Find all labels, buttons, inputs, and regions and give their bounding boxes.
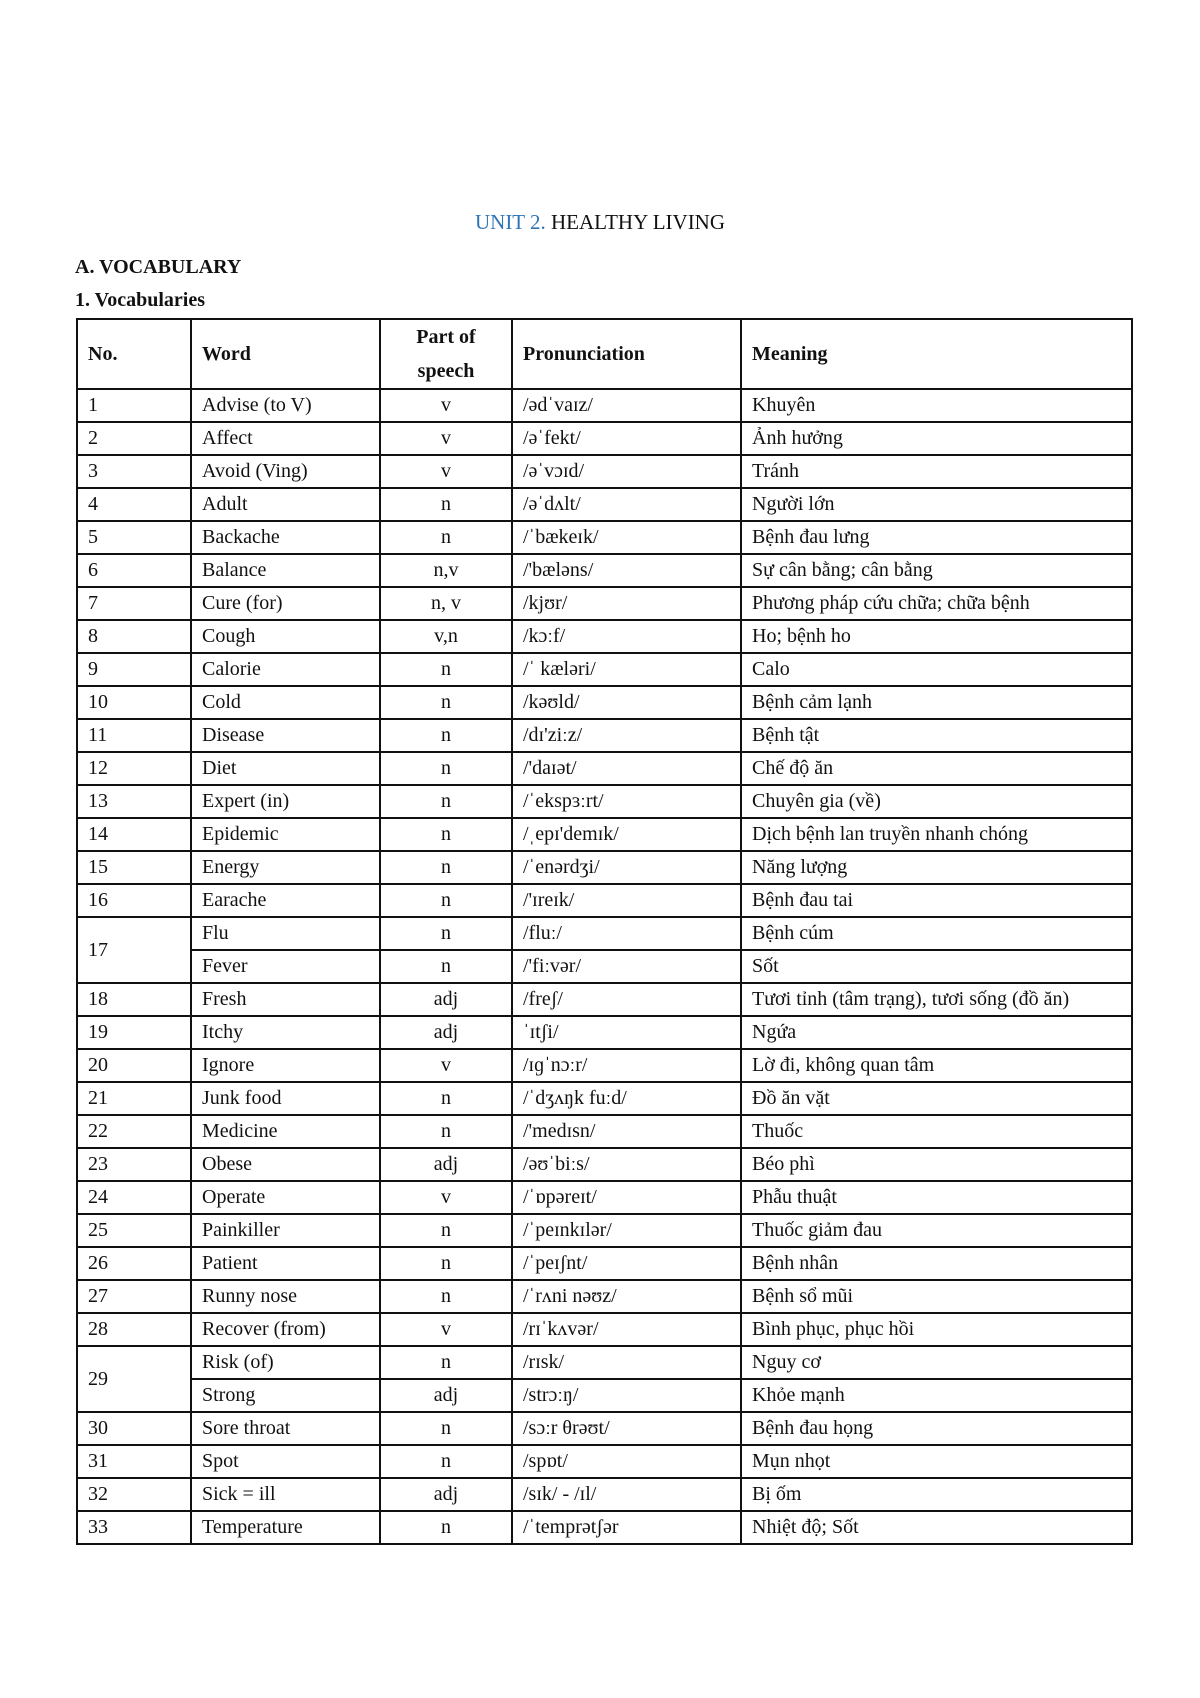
cell-pronunciation: /freʃ/ xyxy=(512,983,741,1016)
table-row xyxy=(77,1214,1132,1247)
cell-pronunciation: /sɔːr θrəʊt/ xyxy=(512,1412,741,1445)
table-row xyxy=(77,1115,1132,1148)
cell-word: Fresh xyxy=(191,983,380,1016)
cell-no: 33 xyxy=(77,1511,191,1544)
cell-word: Medicine xyxy=(191,1115,380,1148)
cell-meaning: Tránh xyxy=(741,455,1132,488)
cell-part-of-speech: n,v xyxy=(380,554,512,587)
table-row xyxy=(77,1280,1132,1313)
cell-meaning: Tươi tỉnh (tâm trạng), tươi sống (đồ ăn) xyxy=(741,983,1132,1016)
cell-meaning: Bệnh đau lưng xyxy=(741,521,1132,554)
cell-pronunciation: ˈɪtʃi/ xyxy=(512,1016,741,1049)
cell-part-of-speech: n xyxy=(380,488,512,521)
cell-pronunciation: /ˈenərdʒi/ xyxy=(512,851,741,884)
cell-word: Avoid (Ving) xyxy=(191,455,380,488)
cell-part-of-speech: n xyxy=(380,1445,512,1478)
cell-part-of-speech: adj xyxy=(380,1379,512,1412)
cell-meaning: Người lớn xyxy=(741,488,1132,521)
cell-no: 17 xyxy=(77,917,191,983)
section-heading-vocabulary: A. VOCABULARY xyxy=(75,256,242,278)
cell-word: Affect xyxy=(191,422,380,455)
table-row xyxy=(77,1412,1132,1445)
cell-pronunciation: /rɪˈkʌvər/ xyxy=(512,1313,741,1346)
cell-pronunciation: /ˈpeɪʃnt/ xyxy=(512,1247,741,1280)
cell-meaning: Bệnh sổ mũi xyxy=(741,1280,1132,1313)
cell-pronunciation: /spɒt/ xyxy=(512,1445,741,1478)
cell-word: Operate xyxy=(191,1181,380,1214)
table-row xyxy=(77,1511,1132,1544)
cell-meaning: Bệnh đau họng xyxy=(741,1412,1132,1445)
cell-word: Patient xyxy=(191,1247,380,1280)
cell-pronunciation: /ˈ kæləri/ xyxy=(512,653,741,686)
cell-meaning: Bình phục, phục hồi xyxy=(741,1313,1132,1346)
cell-part-of-speech: n xyxy=(380,1412,512,1445)
cell-pronunciation: /dɪ'ziːz/ xyxy=(512,719,741,752)
cell-part-of-speech: n xyxy=(380,752,512,785)
table-row xyxy=(77,620,1132,653)
cell-meaning: Chế độ ăn xyxy=(741,752,1132,785)
cell-part-of-speech: n, v xyxy=(380,587,512,620)
cell-pronunciation: /rɪsk/ xyxy=(512,1346,741,1379)
cell-pronunciation: /'ɪreɪk/ xyxy=(512,884,741,917)
cell-pronunciation: /əˈvɔɪd/ xyxy=(512,455,741,488)
cell-meaning: Sốt xyxy=(741,950,1132,983)
cell-meaning: Phẫu thuật xyxy=(741,1181,1132,1214)
cell-no: 7 xyxy=(77,587,191,620)
cell-meaning: Phương pháp cứu chữa; chữa bệnh xyxy=(741,587,1132,620)
cell-no: 25 xyxy=(77,1214,191,1247)
cell-no: 14 xyxy=(77,818,191,851)
table-row xyxy=(77,587,1132,620)
table-row xyxy=(77,488,1132,521)
cell-no: 26 xyxy=(77,1247,191,1280)
cell-part-of-speech: v xyxy=(380,389,512,422)
table-row xyxy=(77,422,1132,455)
cell-part-of-speech: n xyxy=(380,1214,512,1247)
cell-meaning: Mụn nhọt xyxy=(741,1445,1132,1478)
cell-word: Sore throat xyxy=(191,1412,380,1445)
header-pronunciation: Pronunciation xyxy=(512,319,741,389)
cell-part-of-speech: v xyxy=(380,1049,512,1082)
cell-part-of-speech: n xyxy=(380,1511,512,1544)
cell-word: Obese xyxy=(191,1148,380,1181)
table-row xyxy=(77,1478,1132,1511)
cell-pronunciation: /ədˈvaɪz/ xyxy=(512,389,741,422)
cell-part-of-speech: adj xyxy=(380,1148,512,1181)
cell-no: 12 xyxy=(77,752,191,785)
cell-word: Calorie xyxy=(191,653,380,686)
cell-no: 4 xyxy=(77,488,191,521)
cell-part-of-speech: n xyxy=(380,785,512,818)
cell-word: Sick = ill xyxy=(191,1478,380,1511)
cell-word: Cough xyxy=(191,620,380,653)
cell-part-of-speech: n xyxy=(380,818,512,851)
cell-no: 13 xyxy=(77,785,191,818)
cell-meaning: Đồ ăn vặt xyxy=(741,1082,1132,1115)
cell-word: Energy xyxy=(191,851,380,884)
cell-word: Disease xyxy=(191,719,380,752)
cell-part-of-speech: v,n xyxy=(380,620,512,653)
cell-word: Ignore xyxy=(191,1049,380,1082)
cell-meaning: Bị ốm xyxy=(741,1478,1132,1511)
cell-pronunciation: /'fiːvər/ xyxy=(512,950,741,983)
cell-no: 29 xyxy=(77,1346,191,1412)
unit-number: UNIT 2. xyxy=(474,210,546,234)
subsection-heading-vocabularies: 1. Vocabularies xyxy=(75,289,206,311)
cell-meaning: Khỏe mạnh xyxy=(741,1379,1132,1412)
table-row xyxy=(77,686,1132,719)
table-body xyxy=(77,389,1132,1544)
cell-pronunciation: /ˌepɪ'demɪk/ xyxy=(512,818,741,851)
cell-meaning: Calo xyxy=(741,653,1132,686)
cell-no: 22 xyxy=(77,1115,191,1148)
cell-word: Balance xyxy=(191,554,380,587)
cell-pronunciation: /'medɪsn/ xyxy=(512,1115,741,1148)
table-row xyxy=(77,1346,1132,1379)
cell-word: Backache xyxy=(191,521,380,554)
page-title xyxy=(0,210,1200,235)
cell-meaning: Chuyên gia (về) xyxy=(741,785,1132,818)
cell-word: Runny nose xyxy=(191,1280,380,1313)
cell-part-of-speech: v xyxy=(380,1313,512,1346)
cell-no: 30 xyxy=(77,1412,191,1445)
cell-meaning: Béo phì xyxy=(741,1148,1132,1181)
cell-part-of-speech: n xyxy=(380,653,512,686)
cell-word: Earache xyxy=(191,884,380,917)
cell-part-of-speech: n xyxy=(380,1346,512,1379)
unit-name: HEALTHY LIVING xyxy=(551,210,726,234)
cell-part-of-speech: adj xyxy=(380,1478,512,1511)
cell-no: 21 xyxy=(77,1082,191,1115)
cell-no: 28 xyxy=(77,1313,191,1346)
cell-meaning: Lờ đi, không quan tâm xyxy=(741,1049,1132,1082)
table-row xyxy=(77,653,1132,686)
cell-part-of-speech: n xyxy=(380,917,512,950)
table-row xyxy=(77,1181,1132,1214)
cell-no: 2 xyxy=(77,422,191,455)
cell-word: Risk (of) xyxy=(191,1346,380,1379)
table-row xyxy=(77,785,1132,818)
cell-part-of-speech: v xyxy=(380,1181,512,1214)
cell-pronunciation: /'bæləns/ xyxy=(512,554,741,587)
cell-pronunciation: /strɔːŋ/ xyxy=(512,1379,741,1412)
cell-no: 20 xyxy=(77,1049,191,1082)
table-header-row xyxy=(77,319,1132,389)
table-row xyxy=(77,884,1132,917)
cell-word: Junk food xyxy=(191,1082,380,1115)
cell-part-of-speech: n xyxy=(380,521,512,554)
cell-word: Fever xyxy=(191,950,380,983)
cell-no: 8 xyxy=(77,620,191,653)
cell-pronunciation: /ˈdʒʌŋk fuːd/ xyxy=(512,1082,741,1115)
cell-part-of-speech: n xyxy=(380,1280,512,1313)
cell-word: Epidemic xyxy=(191,818,380,851)
cell-word: Cure (for) xyxy=(191,587,380,620)
table-row xyxy=(77,752,1132,785)
cell-pronunciation: /əˈdʌlt/ xyxy=(512,488,741,521)
cell-no: 11 xyxy=(77,719,191,752)
cell-meaning: Bệnh nhân xyxy=(741,1247,1132,1280)
cell-meaning: Thuốc xyxy=(741,1115,1132,1148)
cell-word: Diet xyxy=(191,752,380,785)
cell-part-of-speech: n xyxy=(380,1082,512,1115)
table-row xyxy=(77,818,1132,851)
cell-no: 16 xyxy=(77,884,191,917)
table-row xyxy=(77,719,1132,752)
header-word: Word xyxy=(191,319,380,389)
table-row xyxy=(77,983,1132,1016)
cell-meaning: Nhiệt độ; Sốt xyxy=(741,1511,1132,1544)
cell-part-of-speech: v xyxy=(380,455,512,488)
cell-no: 15 xyxy=(77,851,191,884)
cell-pronunciation: /'daɪət/ xyxy=(512,752,741,785)
cell-word: Cold xyxy=(191,686,380,719)
cell-part-of-speech: v xyxy=(380,422,512,455)
cell-word: Flu xyxy=(191,917,380,950)
cell-pronunciation: /kɔːf/ xyxy=(512,620,741,653)
table-row xyxy=(77,1445,1132,1478)
cell-pronunciation: /ˈekspɜːrt/ xyxy=(512,785,741,818)
cell-pronunciation: /sɪk/ - /ɪl/ xyxy=(512,1478,741,1511)
cell-part-of-speech: n xyxy=(380,884,512,917)
cell-word: Adult xyxy=(191,488,380,521)
cell-pronunciation: /ˈrʌni nəʊz/ xyxy=(512,1280,741,1313)
cell-pronunciation: /əʊˈbiːs/ xyxy=(512,1148,741,1181)
table-row xyxy=(77,389,1132,422)
cell-word: Itchy xyxy=(191,1016,380,1049)
cell-part-of-speech: n xyxy=(380,950,512,983)
cell-no: 31 xyxy=(77,1445,191,1478)
cell-no: 23 xyxy=(77,1148,191,1181)
table-row xyxy=(77,1313,1132,1346)
cell-meaning: Thuốc giảm đau xyxy=(741,1214,1132,1247)
cell-pronunciation: /kəʊld/ xyxy=(512,686,741,719)
cell-pronunciation: /ˈpeɪnkɪlər/ xyxy=(512,1214,741,1247)
cell-meaning: Bệnh tật xyxy=(741,719,1132,752)
table-row xyxy=(77,917,1132,950)
cell-meaning: Khuyên xyxy=(741,389,1132,422)
cell-word: Advise (to V) xyxy=(191,389,380,422)
cell-no: 5 xyxy=(77,521,191,554)
cell-part-of-speech: adj xyxy=(380,1016,512,1049)
cell-meaning: Ho; bệnh ho xyxy=(741,620,1132,653)
cell-meaning: Ngứa xyxy=(741,1016,1132,1049)
table-row xyxy=(77,1247,1132,1280)
table-row xyxy=(77,554,1132,587)
header-meaning: Meaning xyxy=(741,319,1132,389)
cell-no: 32 xyxy=(77,1478,191,1511)
table-row xyxy=(77,851,1132,884)
cell-no: 24 xyxy=(77,1181,191,1214)
cell-part-of-speech: n xyxy=(380,1247,512,1280)
cell-word: Strong xyxy=(191,1379,380,1412)
cell-pronunciation: /ˈtemprətʃər xyxy=(512,1511,741,1544)
cell-pronunciation: /əˈfekt/ xyxy=(512,422,741,455)
cell-no: 27 xyxy=(77,1280,191,1313)
cell-no: 18 xyxy=(77,983,191,1016)
cell-part-of-speech: n xyxy=(380,686,512,719)
cell-pronunciation: /ɪɡˈnɔːr/ xyxy=(512,1049,741,1082)
cell-no: 6 xyxy=(77,554,191,587)
header-part-of-speech: Part of speech xyxy=(380,319,512,389)
table-row xyxy=(77,1148,1132,1181)
cell-meaning: Nguy cơ xyxy=(741,1346,1132,1379)
vocabulary-table xyxy=(76,318,1133,1545)
cell-meaning: Dịch bệnh lan truyền nhanh chóng xyxy=(741,818,1132,851)
table-row xyxy=(77,1082,1132,1115)
cell-part-of-speech: n xyxy=(380,719,512,752)
cell-meaning: Sự cân bằng; cân bằng xyxy=(741,554,1132,587)
cell-word: Recover (from) xyxy=(191,1313,380,1346)
cell-part-of-speech: adj xyxy=(380,983,512,1016)
cell-meaning: Ảnh hưởng xyxy=(741,422,1132,455)
cell-pronunciation: /ˈbækeɪk/ xyxy=(512,521,741,554)
table-row xyxy=(77,1049,1132,1082)
header-no: No. xyxy=(77,319,191,389)
cell-meaning: Bệnh cảm lạnh xyxy=(741,686,1132,719)
cell-no: 3 xyxy=(77,455,191,488)
cell-no: 1 xyxy=(77,389,191,422)
cell-part-of-speech: n xyxy=(380,1115,512,1148)
cell-no: 19 xyxy=(77,1016,191,1049)
cell-pronunciation: /kjʊr/ xyxy=(512,587,741,620)
cell-pronunciation: /ˈɒpəreɪt/ xyxy=(512,1181,741,1214)
cell-word: Temperature xyxy=(191,1511,380,1544)
cell-word: Painkiller xyxy=(191,1214,380,1247)
cell-meaning: Năng lượng xyxy=(741,851,1132,884)
cell-part-of-speech: n xyxy=(380,851,512,884)
table-row xyxy=(77,1379,1132,1412)
table-row xyxy=(77,521,1132,554)
cell-word: Expert (in) xyxy=(191,785,380,818)
cell-no: 9 xyxy=(77,653,191,686)
cell-no: 10 xyxy=(77,686,191,719)
table-row xyxy=(77,455,1132,488)
cell-pronunciation: /fluː/ xyxy=(512,917,741,950)
table-row xyxy=(77,1016,1132,1049)
cell-word: Spot xyxy=(191,1445,380,1478)
cell-meaning: Bệnh cúm xyxy=(741,917,1132,950)
cell-meaning: Bệnh đau tai xyxy=(741,884,1132,917)
table-row xyxy=(77,950,1132,983)
